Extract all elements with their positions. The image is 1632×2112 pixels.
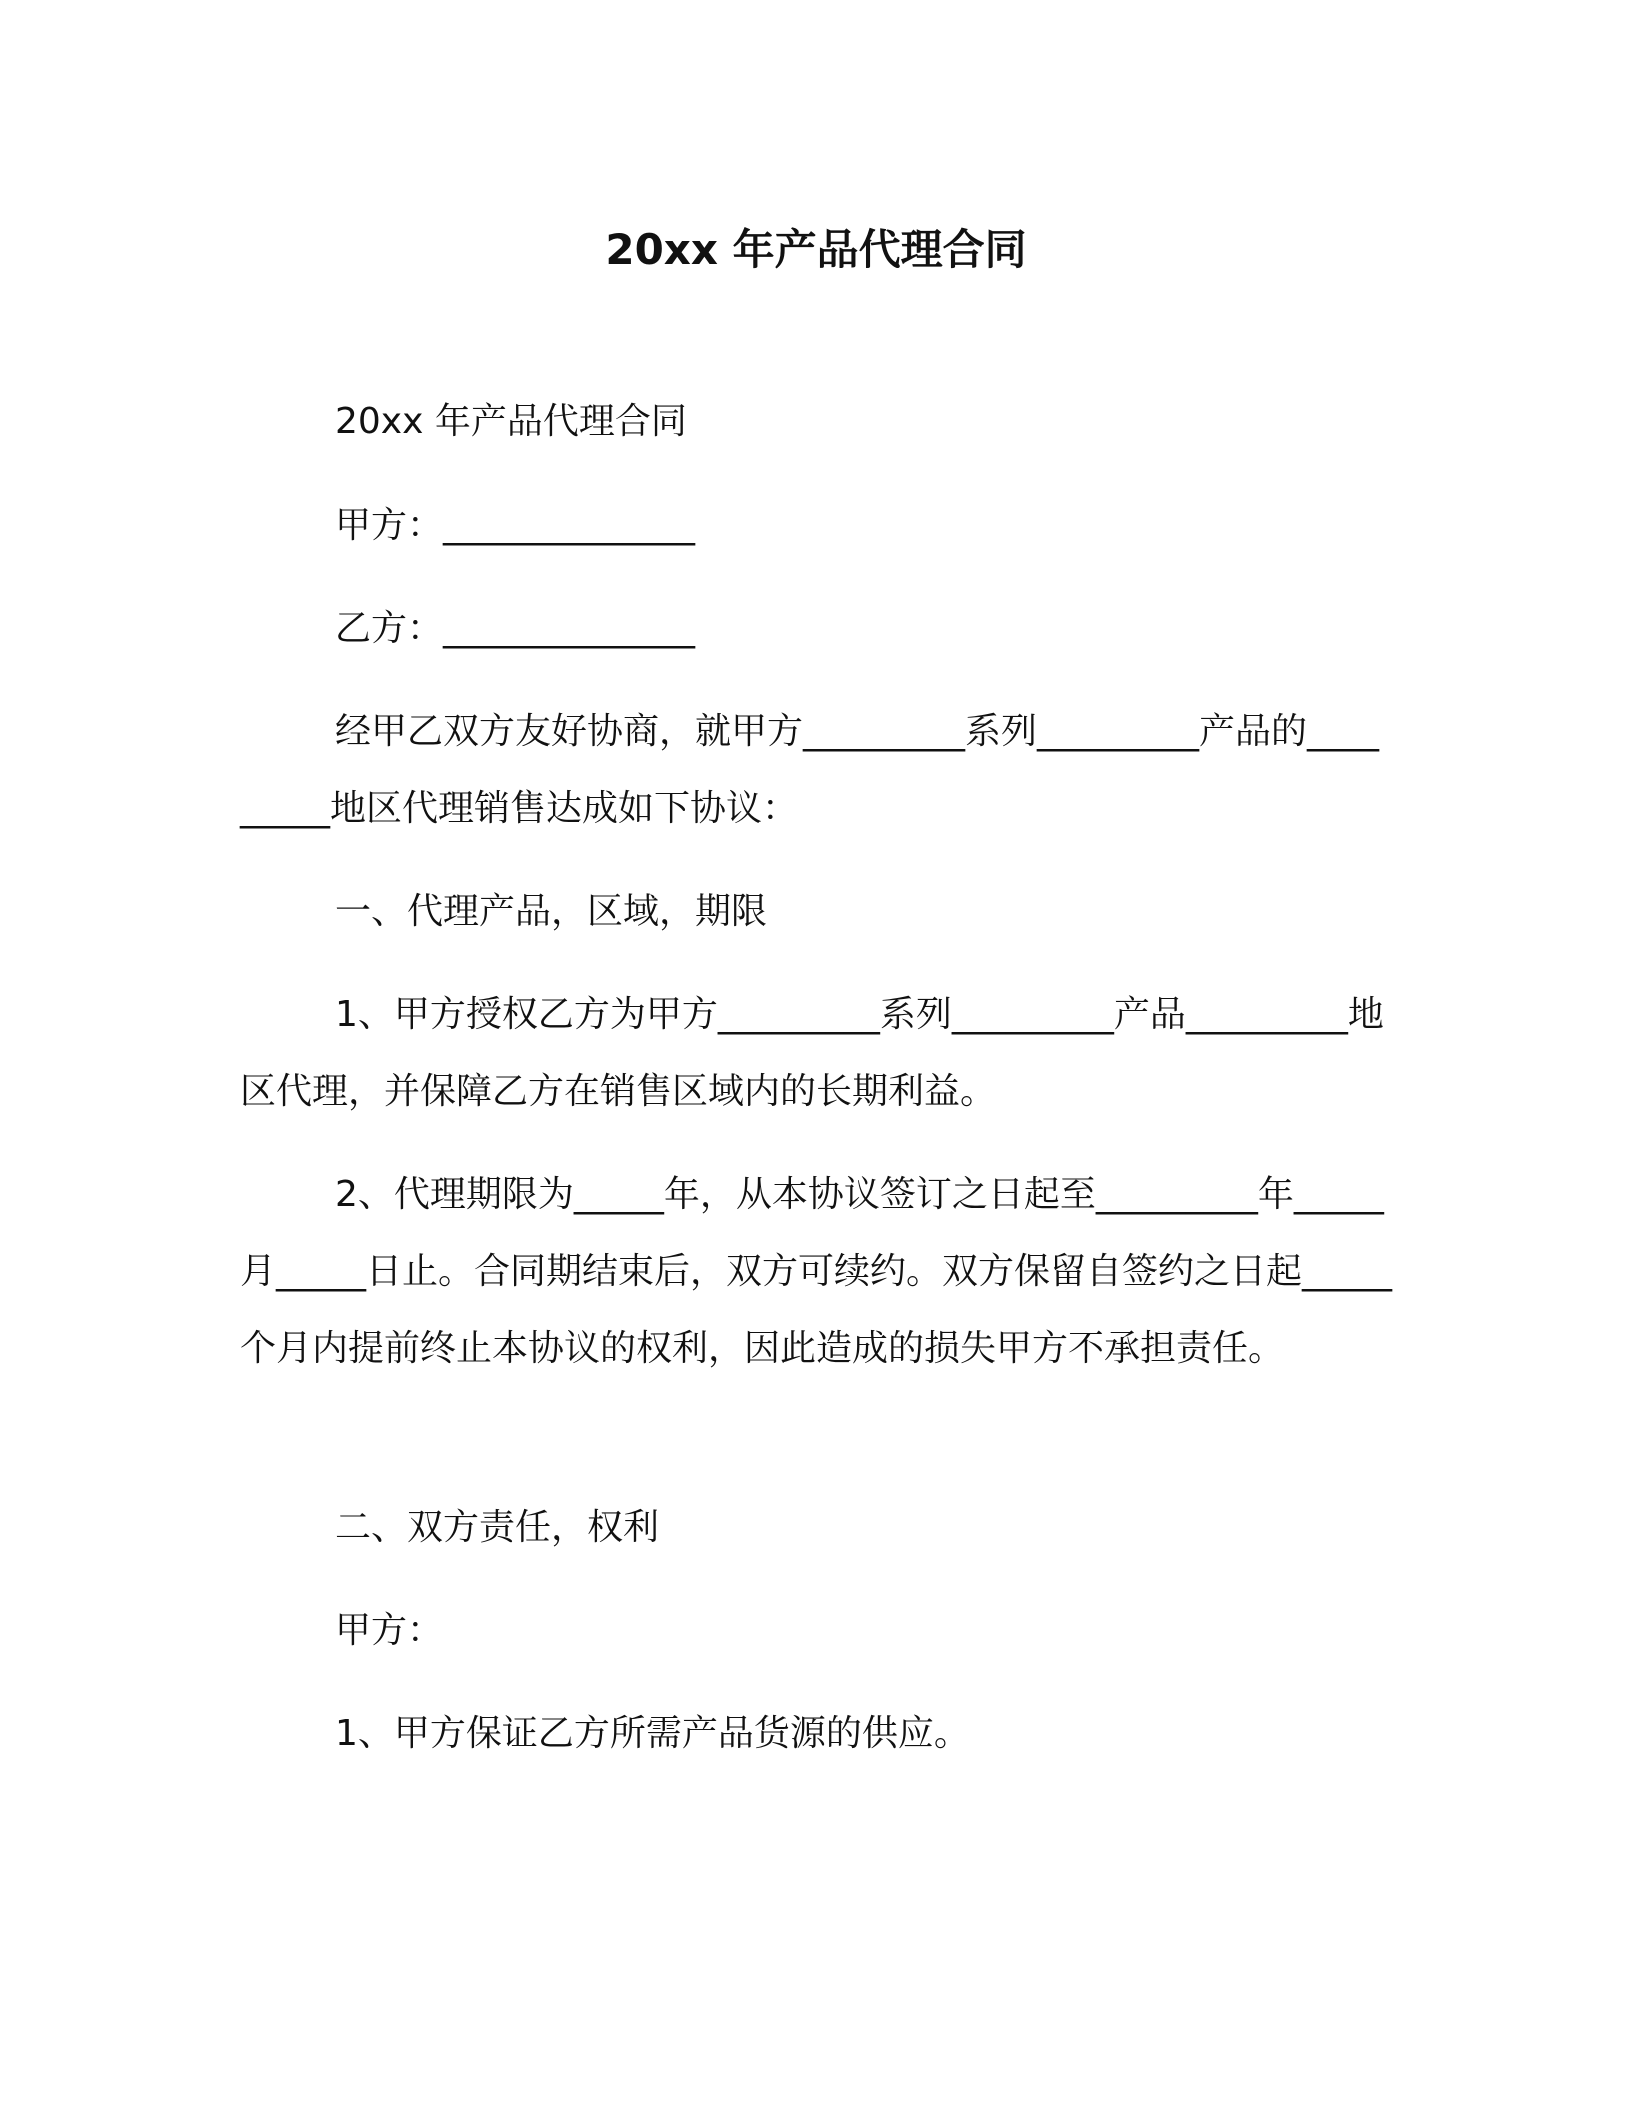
document-title: 20xx 年产品代理合同	[605, 225, 1027, 274]
section-1-item-2: 2、代理期限为_____年，从本协议签订之日起至_________年_____月_____日止。合同期结束后，双方可续约。双方保留自签约之日起_____个月内提前终止本协议的权利，因此造成的损失甲方不承担责任。	[240, 1174, 1393, 1369]
section-2-item-1: 1、甲方保证乙方所需产品货源的供应。	[335, 1713, 970, 1754]
section-2-heading: 二、双方责任，权利	[335, 1507, 660, 1548]
party-a-line: 甲方：______________	[335, 505, 696, 546]
preamble-paragraph: 经甲乙双方友好协商，就甲方_________系列_________产品的_________地区代理销售达成如下协议：	[240, 711, 1380, 829]
section-2-party-a: 甲方：	[335, 1610, 444, 1651]
section-1-heading: 一、代理产品，区域，期限	[335, 891, 768, 932]
section-1-item-1: 1、甲方授权乙方为甲方_________系列_________产品_________地区代理，并保障乙方在销售区域内的长期利益。	[240, 994, 1384, 1112]
document-subtitle: 20xx 年产品代理合同	[335, 401, 687, 442]
party-b-line: 乙方：______________	[335, 608, 696, 649]
